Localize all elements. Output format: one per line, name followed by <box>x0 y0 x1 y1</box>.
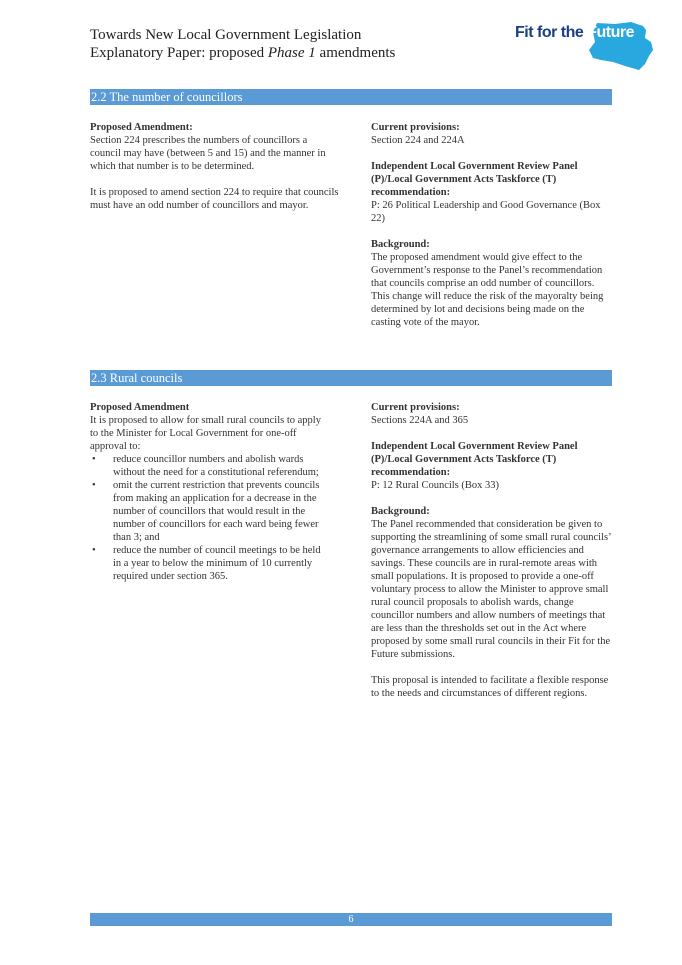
background-heading: Background: <box>371 506 430 517</box>
section-2-2-left-column <box>90 121 340 225</box>
paragraph: Section 224 prescribes the numbers of councillors a council may have (between 5 and 15) and the manner in which that number is to be determined. <box>90 135 326 172</box>
logo-wordmark: Fit for the Future <box>515 24 634 41</box>
background-paragraph: The Panel recommended that consideration be given to supporting the streamlining of some small rural councils’ governance arrangements to allow efficiencies and savings. These councils are in rural-remote areas with small populations. It is proposed to provide a one-off voluntary process to allow the Minister to approve small rural council proposals to abolish wards, change councillor numbers and allow numbers of meetings that are less than the thresholds set out in the Act where proposed by some small rural councils in their Fit for the Future submissions. <box>371 519 611 660</box>
background-paragraph: The proposed amendment would give effect to the Government’s response to the Panel’s recommendation that councils comprise an odd number of councillors. This change will reduce the risk of the mayoralty being determined by lot and decisions being made on the casting vote of the mayor. <box>371 252 604 328</box>
section-heading-rural-councils: 2.3 Rural councils <box>90 370 612 386</box>
intro-paragraph: It is proposed to allow for small rural councils to apply to the Minister for Local Government for one-off approval to: <box>90 415 321 452</box>
background-paragraph: This proposal is intended to facilitate a flexible response to the needs and circumstances of different regions. <box>371 675 609 699</box>
document-header <box>90 26 395 62</box>
current-provisions-heading: Current provisions: <box>371 402 460 413</box>
proposed-amendment-heading: Proposed Amendment: <box>90 122 193 133</box>
header-subtitle: Explanatory Paper: proposed Phase 1 amendments <box>90 45 396 61</box>
amendment-bullet-list <box>90 453 330 583</box>
fit-for-the-future-logo <box>515 20 655 72</box>
footer-page-number: 6 <box>90 913 612 926</box>
current-provisions-text: Section 224 and 224A <box>371 135 465 146</box>
list-item: • reduce the number of council meetings to be held in a year to below the minimum of 10 currently required under section 365. <box>113 544 330 583</box>
section-2-3-right-column <box>371 401 613 713</box>
section-2-3-left-column <box>90 401 330 583</box>
panel-recommendation-heading: Independent Local Government Review Panel (P)/Local Government Acts Taskforce (T) recommendation: <box>371 161 578 198</box>
header-title: Towards New Local Government Legislation <box>90 27 362 43</box>
panel-recommendation-text: P: 26 Political Leadership and Good Governance (Box 22) <box>371 200 601 224</box>
section-heading-number-of-councillors: 2.2 The number of councillors <box>90 89 612 105</box>
current-provisions-text: Sections 224A and 365 <box>371 415 469 426</box>
panel-recommendation-text: P: 12 Rural Councils (Box 33) <box>371 480 500 491</box>
list-item: • omit the current restriction that prevents councils from making an application for a decrease in the number of councillors that would result in the number of councillors for each ward being fewer than 3; and <box>113 479 330 544</box>
list-item: • reduce councillor numbers and abolish wards without the need for a constitutional referendum; <box>113 453 330 479</box>
paragraph: It is proposed to amend section 224 to require that councils must have an odd number of councillors and mayor. <box>90 187 339 211</box>
panel-recommendation-heading: Independent Local Government Review Panel (P)/Local Government Acts Taskforce (T) recommendation: <box>371 441 578 478</box>
section-2-2-right-column <box>371 121 613 342</box>
background-heading: Background: <box>371 239 430 250</box>
proposed-amendment-heading: Proposed Amendment <box>90 402 190 413</box>
current-provisions-heading: Current provisions: <box>371 122 460 133</box>
